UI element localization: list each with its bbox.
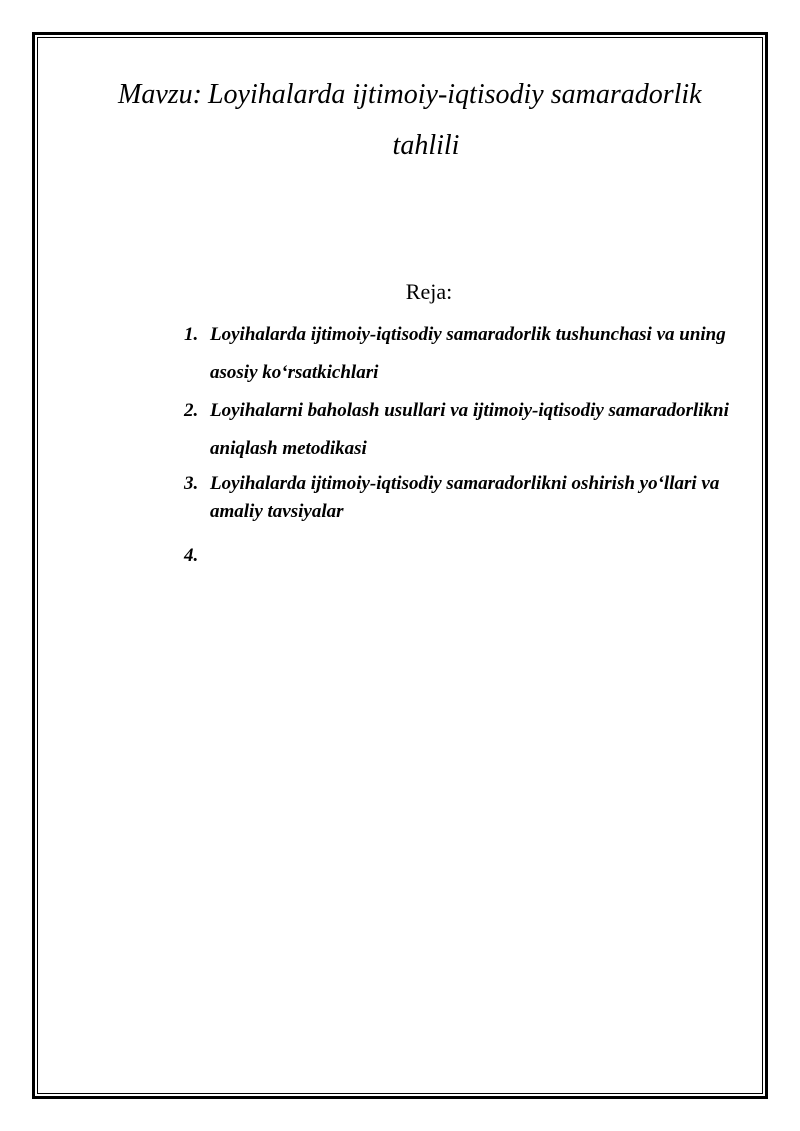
page-border-inner <box>37 37 763 1094</box>
title-continuation: tahlili <box>392 130 460 161</box>
plan-item-text: Loyihalarni baholash usullari va ijtimoiy-iqtisodiy samaradorlikni aniqlash metodikasi <box>210 400 729 459</box>
plan-item-1 <box>184 316 754 392</box>
plan-item-number: 1. <box>184 324 199 345</box>
title-prefix: Mavzu: <box>118 79 202 110</box>
plan-item-3 <box>184 470 754 526</box>
plan-list <box>184 316 754 566</box>
plan-item-text: Loyihalarda ijtimoiy-iqtisodiy samaradorlik tushunchasi va uning asosiy ko‘rsatkichlari <box>210 324 726 383</box>
title-main: Loyihalarda ijtimoiy-iqtisodiy samaradorlik <box>207 79 702 110</box>
document-title <box>118 78 758 112</box>
plan-item-number: 3. <box>184 473 199 494</box>
plan-heading: Reja: <box>405 279 453 304</box>
plan-item-number: 2. <box>184 400 199 421</box>
plan-item-number: 4. <box>184 545 199 566</box>
plan-item-text: Loyihalarda ijtimoiy-iqtisodiy samaradorlikni oshirish yo‘llari va amaliy tavsiyalar <box>210 473 720 522</box>
plan-item-2 <box>184 392 754 468</box>
